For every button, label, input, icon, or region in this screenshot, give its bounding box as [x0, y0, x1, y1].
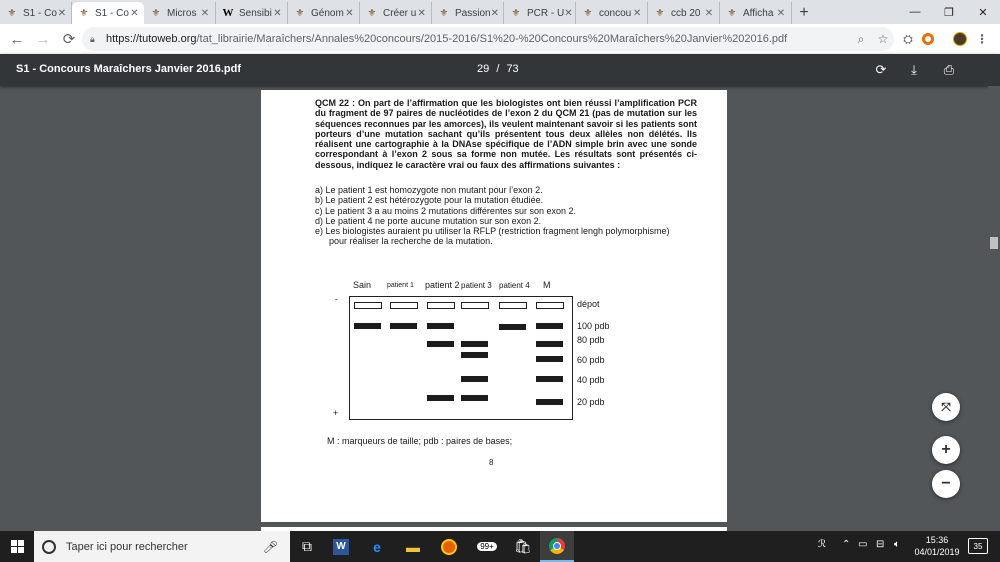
- search-placeholder: Taper ici pour rechercher: [66, 540, 188, 553]
- close-tab-icon[interactable]: ✕: [704, 7, 714, 19]
- gel-plus-pole: +: [333, 408, 339, 418]
- tab-title: S1 - Co: [23, 7, 57, 19]
- fleur-de-lis-icon: ⚜: [655, 7, 665, 19]
- tab-title: Afficha: [743, 7, 774, 19]
- size-label-60: 60 pdb: [577, 355, 605, 365]
- fleur-de-lis-icon: ⚜: [367, 7, 377, 19]
- fleur-de-lis-icon: ⚜: [727, 7, 737, 19]
- battery-icon[interactable]: ▭: [858, 539, 868, 550]
- page-separator: /: [496, 63, 500, 75]
- lane-header-sain: Sain: [353, 280, 372, 290]
- menu-kebab-icon[interactable]: ⋮: [976, 32, 988, 46]
- page-indicator: [477, 63, 519, 75]
- browser-tab[interactable]: [216, 2, 288, 24]
- volume-icon[interactable]: 🔈︎: [894, 539, 900, 550]
- new-tab-button[interactable]: +: [799, 4, 809, 21]
- taskbar-search[interactable]: [34, 531, 290, 562]
- maximize-button[interactable]: ❐: [944, 6, 954, 19]
- task-view-icon[interactable]: ⧉: [302, 538, 312, 554]
- tab-title: ccb 20: [671, 7, 701, 19]
- band-patient-1-100: [390, 323, 417, 329]
- clock-date: 04/01/2019: [914, 547, 960, 557]
- browser-tab[interactable]: [576, 2, 648, 24]
- tab-list: [0, 0, 792, 24]
- size-label-20: 20 pdb: [577, 397, 605, 407]
- close-tab-icon[interactable]: ✕: [200, 7, 210, 19]
- extension-icon[interactable]: ⛭: [903, 31, 913, 46]
- well-patient-3: [461, 302, 489, 309]
- download-icon[interactable]: ⤓: [911, 62, 917, 77]
- band-marker-20: [536, 399, 563, 405]
- vertical-scrollbar[interactable]: [988, 86, 1000, 531]
- close-tab-icon[interactable]: ✕: [130, 7, 139, 19]
- answer-options: [315, 185, 705, 247]
- lane-header-patient-1: patient 1: [387, 282, 414, 289]
- fleur-de-lis-icon: ⚜: [295, 7, 305, 19]
- reload-icon[interactable]: ⟳: [62, 31, 76, 48]
- zoom-in-icon[interactable]: +: [932, 436, 960, 464]
- size-label-40: 40 pdb: [577, 375, 605, 385]
- band-patient-3-70: [461, 352, 488, 358]
- well-sain: [354, 302, 382, 309]
- mail-badge-icon[interactable]: 99+: [470, 531, 504, 562]
- tab-title: S1 - Co: [95, 7, 129, 19]
- back-arrow-icon[interactable]: ←: [9, 30, 25, 48]
- current-page[interactable]: 29: [477, 63, 490, 75]
- well-marker: [536, 302, 564, 309]
- lane-header-patient-4: patient 4: [499, 281, 530, 290]
- pdf-toolbar: [0, 54, 1000, 86]
- close-tab-icon[interactable]: ✕: [417, 7, 426, 19]
- tab-strip: [0, 0, 1000, 24]
- option-e-continued: pour réaliser la recherche de la mutation.: [329, 236, 493, 247]
- close-tab-icon[interactable]: ✕: [273, 7, 282, 19]
- bookmark-star-icon[interactable]: ☆: [877, 32, 889, 46]
- well-patient-1: [390, 302, 418, 309]
- lane-header-patient-2: patient 2: [425, 280, 460, 290]
- browser-tab[interactable]: [648, 2, 720, 24]
- option-d: d) Le patient 4 ne porte aucune mutation sur son exon 2.: [315, 215, 542, 226]
- close-tab-icon[interactable]: ✕: [490, 7, 499, 19]
- zoom-magnifier-icon[interactable]: ⌕: [857, 31, 865, 46]
- band-patient-3-20: [461, 395, 488, 401]
- url-text: https://tutoweb.org/tat_librairie/Maraîchers/Annales%20concours/2015-2016/S1%20-%20Concours%20Maraîchers%20Janvier%202016.pdf: [106, 33, 788, 45]
- word-icon[interactable]: W: [324, 531, 358, 562]
- pdf-page: [261, 90, 727, 522]
- fleur-de-lis-icon: ⚜: [583, 7, 593, 19]
- tab-title: Sensibi: [239, 7, 272, 19]
- size-label-80: 80 pdb: [577, 335, 605, 345]
- close-tab-icon[interactable]: ✕: [345, 7, 354, 19]
- scrollbar-thumb[interactable]: [990, 237, 998, 249]
- lane-header-patient-3: patient 3: [461, 281, 492, 290]
- tray-chevron-icon[interactable]: ⌃: [842, 539, 851, 550]
- wikipedia-icon: W: [222, 7, 234, 19]
- taskbar: [0, 531, 1000, 562]
- edge-icon[interactable]: e: [373, 538, 381, 555]
- close-tab-icon[interactable]: ✕: [57, 7, 67, 19]
- tab-title: Génom: [311, 7, 344, 19]
- band-marker-60: [536, 356, 563, 362]
- band-marker-40: [536, 376, 563, 382]
- browser-toolbar: [0, 24, 1000, 54]
- gel-legend: M : marqueurs de taille; pdb : paires de bases;: [327, 436, 513, 446]
- clock-time: 15:36: [925, 535, 949, 545]
- browser-tab[interactable]: [288, 2, 360, 24]
- option-b: b) Le patient 2 est hétérozygote pour la mutation étudiée.: [315, 195, 544, 206]
- page-number: 8: [489, 458, 494, 467]
- browser-tab[interactable]: [72, 2, 144, 24]
- band-marker-100: [536, 323, 563, 329]
- pdf-title: S1 - Concours Maraîchers Janvier 2016.pdf: [16, 63, 241, 75]
- fit-to-page-icon[interactable]: ⤧: [932, 393, 960, 421]
- network-icon[interactable]: ⊟: [876, 539, 885, 550]
- fleur-de-lis-icon: ⚜: [511, 7, 521, 19]
- fleur-de-lis-icon: ⚜: [151, 7, 161, 19]
- tab-title: PCR - U: [527, 7, 565, 19]
- file-explorer-icon[interactable]: ▬: [406, 538, 420, 555]
- fleur-de-lis-icon: ⚜: [79, 7, 89, 19]
- close-tab-icon[interactable]: ✕: [632, 7, 642, 19]
- well-patient-2: [427, 302, 455, 309]
- print-icon[interactable]: ⎙: [943, 62, 955, 77]
- option-c: c) Le patient 3 a au moins 2 mutations différentes sur son exon 2.: [315, 205, 576, 216]
- browser-tab[interactable]: [432, 2, 504, 24]
- zoom-out-icon[interactable]: −: [932, 470, 960, 498]
- browser-tab[interactable]: [0, 2, 72, 24]
- size-label-depot: dépot: [577, 299, 600, 309]
- band-sain-100: [354, 323, 381, 329]
- close-window-button[interactable]: ✕: [978, 6, 988, 19]
- fleur-de-lis-icon: ⚜: [7, 7, 17, 19]
- band-patient-3-80: [461, 341, 488, 347]
- microphone-icon[interactable]: 🎤︎: [262, 539, 278, 554]
- option-a: a) Le patient 1 est homozygote non mutant pour l’exon 2.: [315, 185, 543, 195]
- tab-title: Passion: [455, 7, 491, 19]
- chrome-icon[interactable]: [540, 531, 574, 562]
- band-patient-2-100: [427, 323, 454, 329]
- cortana-icon: [42, 540, 56, 554]
- start-button[interactable]: [0, 531, 34, 562]
- forward-arrow-icon[interactable]: →: [35, 30, 51, 48]
- band-patient-4-100: [499, 324, 526, 330]
- fleur-de-lis-icon: ⚜: [439, 7, 449, 19]
- browser-tab[interactable]: [504, 2, 576, 24]
- extension-orange-icon[interactable]: [918, 29, 938, 49]
- lane-header-marker: M: [543, 280, 551, 290]
- band-patient-2-20: [427, 395, 454, 401]
- question-text: QCM 22 : On part de l’affirmation que les biologistes ont bien réussi l’amplification PCR du fragment de 97 paires de nucléotides de l’exon 2 du QCM 21 (pas de mutation sur les séquences reconnues par les amorces), ils veulent maintenant savoir si les patients sont porteurs d’une mutation sachant qu’ils présentent tous deux allèles non délétés. Ils réalisent une cartographie à la DNAse spécifique de l’ADN simple brin avec une sonde correspondant à l’exon 2 sous sa forme non mutée. Les résultats sont présentés ci-dessous, indiquez le caractère vrai ou faux des affirmations suivantes :: [315, 98, 697, 170]
- tab-title: concou: [599, 7, 632, 19]
- close-tab-icon[interactable]: ✕: [776, 7, 786, 19]
- band-patient-2-80: [427, 341, 454, 347]
- band-marker-80: [536, 341, 563, 347]
- tab-title: Micros: [167, 7, 197, 19]
- clock[interactable]: [912, 534, 962, 558]
- address-bar[interactable]: [82, 27, 894, 51]
- browser-tab[interactable]: [144, 2, 216, 24]
- firefox-icon[interactable]: [432, 531, 466, 562]
- people-icon[interactable]: ℛ: [818, 539, 826, 550]
- browser-tab[interactable]: [360, 2, 432, 24]
- tab-title: Créer u: [383, 7, 417, 19]
- windows-logo-icon: [11, 540, 24, 553]
- store-icon[interactable]: 🛍︎: [514, 538, 532, 554]
- total-pages: 73: [506, 63, 519, 75]
- profile-avatar[interactable]: [950, 29, 970, 49]
- size-label-100: 100 pdb: [577, 321, 610, 331]
- browser-tab[interactable]: [720, 2, 792, 24]
- gel-minus-pole: -: [335, 294, 338, 304]
- minimize-button[interactable]: —: [909, 6, 921, 18]
- lock-icon: 🔒︎: [90, 33, 95, 44]
- rotate-icon[interactable]: ⟳: [875, 62, 887, 77]
- band-patient-3-40: [461, 376, 488, 382]
- close-tab-icon[interactable]: ✕: [564, 7, 573, 19]
- notification-center-icon[interactable]: 35: [968, 538, 988, 554]
- well-patient-4: [499, 302, 527, 309]
- option-e: e) Les biologistes auraient pu utiliser la RFLP (restriction fragment lengh polymorphisme): [315, 226, 670, 237]
